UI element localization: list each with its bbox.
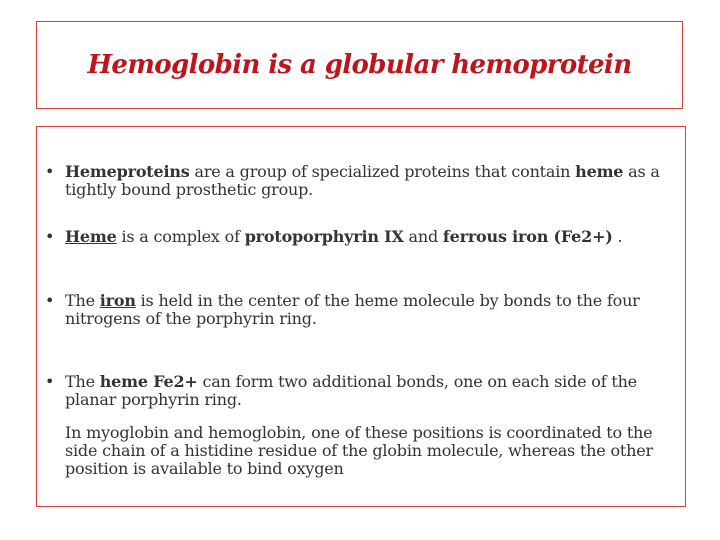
bullet-text: is a complex of	[116, 227, 245, 246]
term-heme-underlined: Heme	[65, 227, 117, 246]
bullet-text: The	[65, 372, 100, 391]
bullet-dot-icon: •	[45, 372, 55, 391]
term-protoporphyrin: protoporphyrin IX	[244, 227, 404, 246]
term-ferrous-iron: ferrous iron (Fe2+)	[442, 227, 613, 246]
bullet-heme-complex	[45, 227, 685, 246]
bullet-text: .	[612, 227, 623, 246]
content-box	[36, 126, 686, 507]
paragraph-myoglobin: In myoglobin and hemoglobin, one of these positions is coordinated to the side chain of a histidine residue of the globin molecule, whereas the other position is available to bind oxygen	[65, 423, 653, 478]
bullet-text: can form two additional bonds, one on each side of the planar porphyrin ring.	[65, 372, 637, 409]
term-heme: heme	[575, 162, 624, 181]
title-box	[36, 21, 683, 109]
bullet-text: The	[65, 291, 100, 310]
bullet-iron	[45, 291, 685, 328]
slide-title: Hemoglobin is a globular hemoprotein	[87, 50, 632, 80]
term-iron: iron	[99, 291, 136, 310]
bullet-text: and	[403, 227, 443, 246]
bullet-dot-icon: •	[45, 162, 55, 181]
bullet-hemeproteins	[45, 162, 685, 199]
bullet-dot-icon: •	[45, 291, 55, 310]
term-hemeproteins: Hemeproteins	[65, 162, 190, 181]
bullet-text: is held in the center of the heme molecule by bonds to the four nitrogens of the porphyrin ring.	[65, 291, 640, 328]
term-heme-fe2: heme Fe2+	[99, 372, 198, 391]
bullet-text: as a tightly bound prosthetic group.	[65, 162, 660, 199]
bullet-heme-fe2	[45, 372, 685, 409]
bullet-dot-icon: •	[45, 227, 55, 246]
bullet-text: are a group of specialized proteins that contain	[189, 162, 576, 181]
